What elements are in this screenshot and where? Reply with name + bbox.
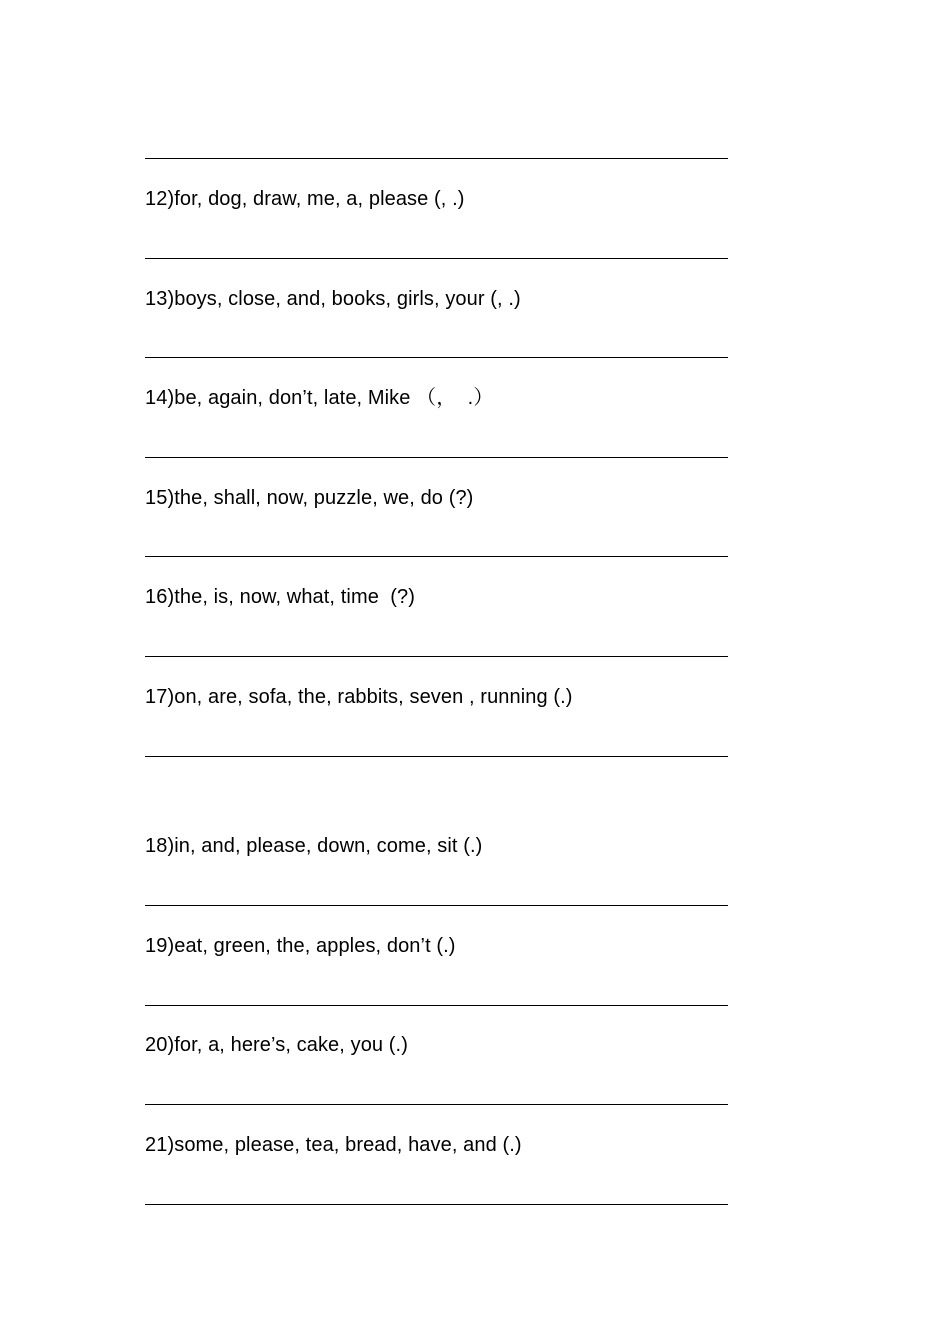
question-prompt: be, again, don’t, late, Mike （， .） [174,387,494,409]
answer-line [145,656,728,657]
answer-line [145,357,728,358]
question-prompt: for, a, here’s, cake, you (.) [174,1034,408,1056]
question-prompt: boys, close, and, books, girls, your (, .) [174,288,521,310]
answer-line [145,457,728,458]
question-number: 15) [145,487,175,509]
question-18 [145,834,482,858]
question-number: 13) [145,288,175,310]
question-number: 19) [145,935,175,957]
question-14 [145,386,493,410]
question-number: 17) [145,686,175,708]
answer-line [145,1204,728,1205]
question-number: 16) [145,586,175,608]
question-prompt: some, please, tea, bread, have, and (.) [174,1134,522,1156]
question-19 [145,934,456,958]
question-number: 20) [145,1034,175,1056]
answer-line [145,756,728,757]
question-number: 14) [145,387,175,409]
question-13 [145,287,521,311]
question-prompt: the, shall, now, puzzle, we, do (?) [174,487,474,509]
question-20 [145,1033,408,1057]
question-17 [145,685,573,709]
question-number: 12) [145,188,175,210]
question-12 [145,187,465,211]
question-number: 21) [145,1134,175,1156]
question-16 [145,585,415,609]
answer-line [145,1005,728,1006]
answer-line [145,556,728,557]
question-prompt: in, and, please, down, come, sit (.) [174,835,483,857]
question-prompt: on, are, sofa, the, rabbits, seven , running (.) [174,686,573,708]
question-prompt: the, is, now, what, time (?) [174,586,415,608]
question-15 [145,486,473,510]
answer-line [145,258,728,259]
answer-line [145,905,728,906]
question-21 [145,1133,522,1157]
question-number: 18) [145,835,175,857]
answer-line [145,158,728,159]
answer-line [145,1104,728,1105]
question-prompt: for, dog, draw, me, a, please (, .) [174,188,465,210]
question-prompt: eat, green, the, apples, don’t (.) [174,935,456,957]
